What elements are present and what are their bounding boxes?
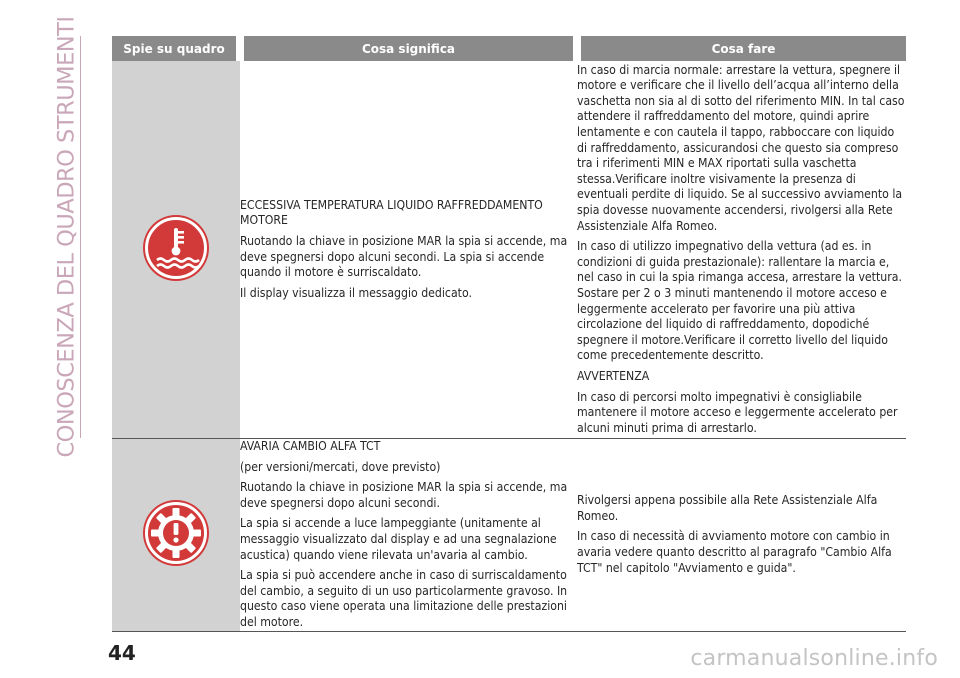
action-paragraph: In caso di necessità di avviamento motore con cambio in avaria vedere quanto descritto al paragrafo "Cambio Alfa TCT" nel capitolo "Avviamento e guida". bbox=[577, 529, 892, 575]
gearbox-fault-icon bbox=[142, 499, 210, 571]
table-row bbox=[112, 439, 906, 632]
meaning-paragraph: Ruotando la chiave in posizione MAR la spia si accende, ma deve spegnersi dopo alcuni secondi. La spia si accende quando il motore è surriscaldato. bbox=[240, 233, 568, 280]
meaning-cell bbox=[240, 61, 577, 439]
icon-cell bbox=[112, 439, 240, 632]
meaning-paragraph: Il display visualizza il messaggio dedicato. bbox=[240, 285, 472, 300]
icon-cell bbox=[112, 61, 240, 439]
action-paragraph: In caso di marcia normale: arrestare la vettura, spegnere il motore e verificare che il livello dell’acqua all’interno della vaschetta non sia al di sotto del riferimento MIN. In tal caso attendere il raffreddamento del motore, quindi aprire lentamente e con cautela il tappo, rabboccare con liquido di raffreddamento, assicurandosi che questo sia compreso tra i riferimenti MIN e MAX riportati sulla vaschetta stessa.Verificare inoltre visivamente la presenza di eventuali perdite di liquido. Se al successivo avviamento la spia dovesse nuovamente accendersi, rivolgersi alla Rete Assistenziale Alfa Romeo. bbox=[577, 62, 905, 233]
section-divider bbox=[80, 36, 81, 438]
table-row bbox=[112, 61, 906, 439]
column-header-significato: Cosa significa bbox=[240, 36, 577, 61]
warning-heading: AVVERTENZA bbox=[577, 368, 650, 383]
page-number: 44 bbox=[108, 641, 136, 665]
watermark: carmanualsonline.info bbox=[690, 646, 938, 671]
coolant-temperature-icon bbox=[142, 214, 210, 286]
action-paragraph: In caso di percorsi molto impegnativi è consigliabile mantenere il motore acceso e leggermente accelerato per alcuni minuti prima di arrestarlo. bbox=[577, 389, 898, 435]
column-header-cosa-fare: Cosa fare bbox=[577, 36, 906, 61]
table-header-row bbox=[112, 36, 906, 61]
warning-lights-table bbox=[112, 36, 906, 632]
meaning-cell bbox=[240, 439, 577, 632]
meaning-paragraph: La spia si può accendere anche in caso di surriscaldamento del cambio, a seguito di un uso particolarmente gravoso. In questo caso viene operata una limitazione delle prestazioni del motore. bbox=[240, 568, 568, 629]
action-paragraph: Rivolgersi appena possibile alla Rete Assistenziale Alfa Romeo. bbox=[577, 493, 878, 523]
meaning-title: AVARIA CAMBIO ALFA TCT bbox=[240, 439, 381, 453]
action-paragraph: In caso di utilizzo impegnativo della vettura (ad es. in condizioni di guida prestazionale): rallentare la marcia e, nel caso in cui la spia rimanga accesa, arrestare la vettura. Sostare per 2 o 3 minuti mantenendo il motore acceso e leggermente accelerato per favorire una più attiva circolazione del liquido di raffreddamento, dopodiché spegnere il motore.Verificare il corretto livello del liquido come precedentemente descritto. bbox=[577, 239, 902, 363]
meaning-title: ECCESSIVA TEMPERATURA LIQUIDO RAFFREDDAMENTO MOTORE bbox=[240, 197, 543, 228]
meaning-paragraph: Ruotando la chiave in posizione MAR la spia si accende, ma deve spegnersi dopo alcuni secondi. bbox=[240, 480, 568, 510]
meaning-paragraph: (per versioni/mercati, dove previsto) bbox=[240, 459, 441, 474]
meaning-paragraph: La spia si accende a luce lampeggiante (unitamente al messaggio visualizzato dal display e ad una segnalazione acustica) quando viene rilevata un'avaria al cambio. bbox=[240, 516, 557, 562]
column-header-spie: Spie su quadro bbox=[112, 36, 240, 61]
action-cell bbox=[577, 61, 906, 439]
action-cell bbox=[577, 439, 906, 632]
section-title-text: CONOSCENZA DEL QUADRO STRUMENTI bbox=[54, 16, 80, 458]
